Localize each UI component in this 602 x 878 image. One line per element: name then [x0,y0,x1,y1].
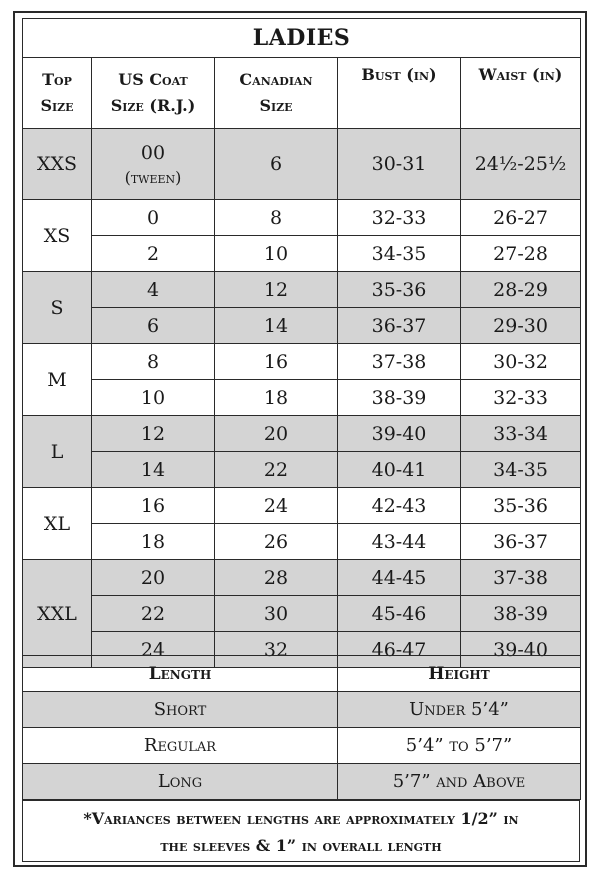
us-coat-cell [92,129,215,200]
waist-cell: 26-27 [461,200,581,236]
canadian-cell: 28 [215,560,338,596]
table-row [23,524,581,560]
length-row [23,764,581,800]
length-height-table [22,655,581,800]
bust-cell: 42-43 [338,488,461,524]
length-row [23,728,581,764]
bust-cell: 36-37 [338,308,461,344]
table-row [23,488,581,524]
height-cell: 5’7” and Above [338,764,581,800]
header-us-coat-size [92,58,215,129]
table-row [23,129,581,200]
table-row [23,380,581,416]
header-bust: Bust (in) [338,58,461,129]
top-size-cell: XL [23,488,92,560]
us-coat-cell: 2 [92,236,215,272]
length-cell: Short [23,692,338,728]
variance-note-line2: the sleeves & 1” in overall length [160,836,442,855]
length-cell: Long [23,764,338,800]
canadian-cell: 8 [215,200,338,236]
bust-cell: 40-41 [338,452,461,488]
canadian-cell: 24 [215,488,338,524]
bust-cell: 35-36 [338,272,461,308]
us-coat-cell: 20 [92,560,215,596]
us-coat-cell: 6 [92,308,215,344]
variance-note-line1: *Variances between lengths are approximately 1/2” in [83,809,519,828]
canadian-cell: 16 [215,344,338,380]
us-coat-cell: 24 [92,632,215,668]
variance-note [22,800,580,862]
us-coat-value: 00 [140,141,166,164]
canadian-cell: 6 [215,129,338,200]
waist-cell: 29-30 [461,308,581,344]
length-row [23,692,581,728]
header-top-size-line2: Size [40,96,74,115]
length-header: Length [23,656,338,692]
waist-cell: 28-29 [461,272,581,308]
top-size-cell: XXL [23,560,92,668]
table-row [23,272,581,308]
table-row [23,344,581,380]
canadian-cell: 18 [215,380,338,416]
header-us-coat-line2: Size (R.J.) [110,96,196,115]
bust-cell: 34-35 [338,236,461,272]
top-size-cell: S [23,272,92,344]
height-header: Height [338,656,581,692]
bust-cell: 30-31 [338,129,461,200]
table-row [23,416,581,452]
header-top-size [23,58,92,129]
length-cell: Regular [23,728,338,764]
us-coat-cell: 12 [92,416,215,452]
us-coat-subnote: (tween) [124,167,182,187]
us-coat-cell: 14 [92,452,215,488]
table-row [23,452,581,488]
table-row [23,596,581,632]
us-coat-cell: 16 [92,488,215,524]
bust-cell: 46-47 [338,632,461,668]
table-row [23,560,581,596]
header-us-coat-line1: US Coat [118,70,188,89]
us-coat-cell: 0 [92,200,215,236]
height-cell: Under 5’4” [338,692,581,728]
header-top-size-line1: Top [42,70,72,89]
table-row [23,200,581,236]
waist-cell: 37-38 [461,560,581,596]
waist-cell: 34-35 [461,452,581,488]
us-coat-cell: 10 [92,380,215,416]
bust-cell: 38-39 [338,380,461,416]
us-coat-cell: 4 [92,272,215,308]
waist-cell: 32-33 [461,380,581,416]
bust-cell: 39-40 [338,416,461,452]
bust-cell: 43-44 [338,524,461,560]
top-size-cell: XS [23,200,92,272]
us-coat-cell: 8 [92,344,215,380]
waist-cell: 36-37 [461,524,581,560]
waist-cell: 33-34 [461,416,581,452]
header-canadian-line1: Canadian [239,70,313,89]
canadian-cell: 10 [215,236,338,272]
canadian-cell: 14 [215,308,338,344]
waist-cell: 38-39 [461,596,581,632]
top-size-cell: M [23,344,92,416]
bust-cell: 37-38 [338,344,461,380]
bust-cell: 32-33 [338,200,461,236]
waist-cell: 35-36 [461,488,581,524]
canadian-cell: 22 [215,452,338,488]
canadian-cell: 26 [215,524,338,560]
top-size-cell: XXS [23,129,92,200]
waist-cell: 27-28 [461,236,581,272]
us-coat-cell: 18 [92,524,215,560]
size-chart-table [22,18,581,668]
canadian-cell: 12 [215,272,338,308]
bust-cell: 44-45 [338,560,461,596]
canadian-cell: 32 [215,632,338,668]
us-coat-cell: 22 [92,596,215,632]
height-cell: 5’4” to 5’7” [338,728,581,764]
header-canadian-line2: Size [259,96,293,115]
table-row [23,308,581,344]
header-waist: Waist (in) [461,58,581,129]
waist-cell: 30-32 [461,344,581,380]
bust-cell: 45-46 [338,596,461,632]
canadian-cell: 20 [215,416,338,452]
table-title: LADIES [23,19,581,58]
header-canadian-size [215,58,338,129]
table-row [23,236,581,272]
top-size-cell: L [23,416,92,488]
canadian-cell: 30 [215,596,338,632]
waist-cell: 39-40 [461,632,581,668]
waist-cell: 24½-25½ [461,129,581,200]
